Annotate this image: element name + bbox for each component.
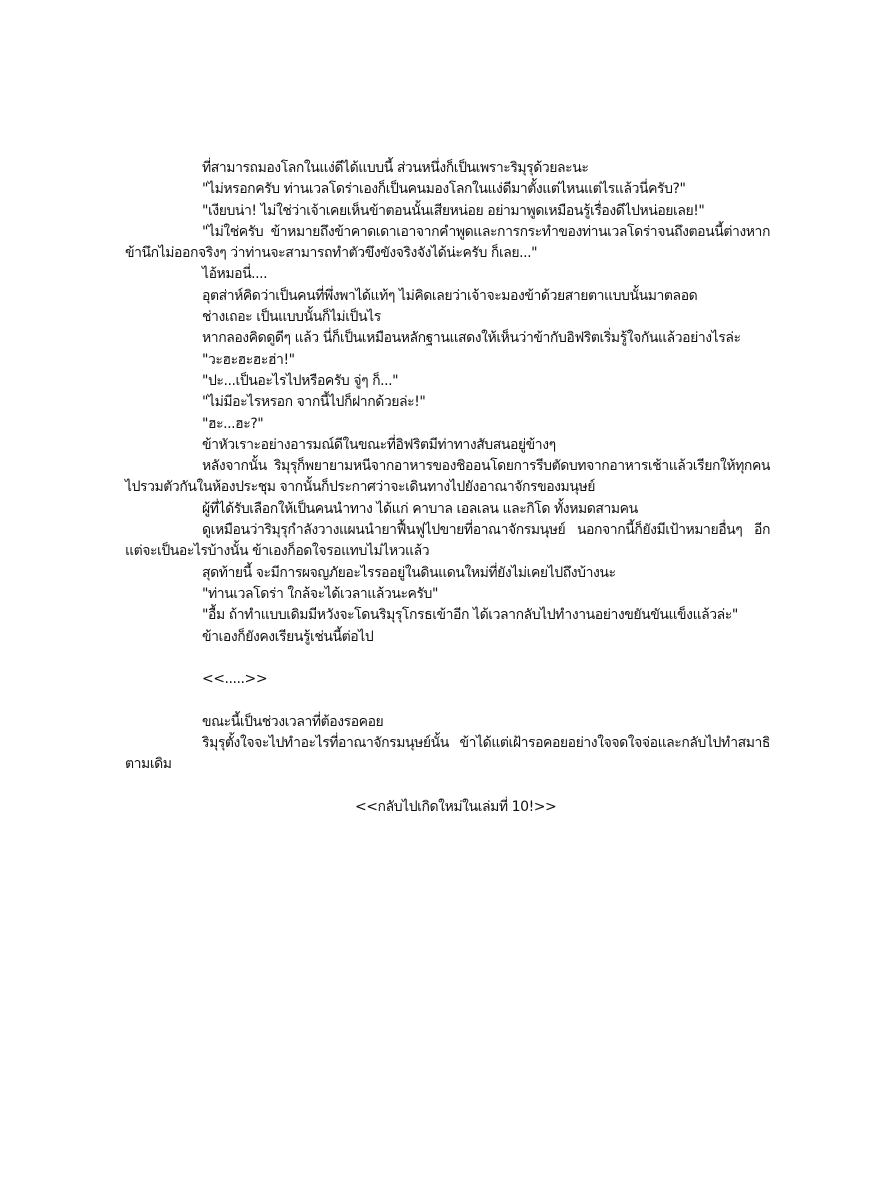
paragraph: ผู้ที่ได้รับเลือกให้เป็นคนนำทาง ได้แก่ คาบาล เอลเลน และกิโด ทั้งหมดสามคน [202, 500, 638, 517]
dialogue-line: "ปะ...เป็นอะไรไปหรือครับ จู่ๆ ก็..." [202, 372, 399, 389]
document-body [125, 158, 770, 818]
blank-line [125, 648, 770, 669]
dialogue-line: "ไม่หรอกครับ ท่านเวลโดร่าเองก็เป็นคนมองโลกในแง่ดีมาตั้งแต่ไหนแต่ไรแล้วนี่ครับ?" [202, 181, 686, 198]
dialogue-line: "ท่านเวลโดร่า ใกล้จะได้เวลาแล้วนะครับ" [202, 585, 438, 602]
paragraph: ช่างเถอะ เป็นแบบนั้นก็ไม่เป็นไร [202, 309, 381, 326]
paragraph: ข้าหัวเราะอย่างอารมณ์ดีในขณะที่อิฟริตมีท่าทางสับสนอยู่ข้างๆ [202, 436, 556, 453]
dialogue-line: "ไม่มีอะไรหรอก จากนี้ไปก็ฝากด้วยล่ะ!" [202, 394, 426, 411]
paragraph: สุดท้ายนี้ จะมีการผจญภัยอะไรรออยู่ในดินแดนใหม่ที่ยังไม่เคยไปถึงบ้างนะ [202, 564, 616, 581]
blank-line [125, 690, 770, 711]
dialogue-line: "ฮะ...ฮะ?" [202, 415, 264, 432]
dialogue-line: "เงียบน่า! ไม่ใช่ว่าเจ้าเคยเห็นข้าตอนนั้นเสียหน่อย อย่ามาพูดเหมือนรู้เรื่องดีไปหน่อยเลย!" [202, 202, 705, 219]
chapter-footer: <<กลับไปเกิดใหม่ในเล่มที่ 10!>> [355, 798, 557, 815]
closing-paragraph: ขณะนี้เป็นช่วงเวลาที่ต้องรอคอย [202, 713, 384, 730]
paragraph: ดูเหมือนว่าริมุรุกำลังวางแผนนำยาฟื้นฟูไปขายที่อาณาจักรมนุษย์ นอกจากนี้ก็ยังมีเป้าหมายอื่นๆ อีก แต่จะเป็นอะไรบ้างนั้น ข้าเองก็อดใจรอแทบไม่ไหวแล้ว [125, 522, 770, 560]
section-separator: <<.....>> [202, 671, 268, 688]
paragraph: หลังจากนั้น ริมุรุก็พยายามหนีจากอาหารของชิออนโดยการรีบตัดบทจากอาหารเช้าแล้วเรียกให้ทุกคนไปรวมตัวกันในห้องประชุม จากนั้นก็ประกาศว่าจะเดินทางไปยังอาณาจักรของมนุษย์ [125, 458, 770, 496]
paragraph: ที่สามารถมองโลกในแง่ดีได้แบบนี้ ส่วนหนึ่งก็เป็นเพราะริมุรุด้วยละนะ [202, 160, 589, 176]
blank-line [125, 776, 770, 797]
closing-paragraph: ริมุรุตั้งใจจะไปทำอะไรที่อาณาจักรมนุษย์นั้น ข้าได้แต่เฝ้ารอคอยอย่างใจจดใจจ่อและกลับไปทำสมาธิตามเดิม [125, 735, 770, 773]
paragraph: ไอ้หมอนี่.... [202, 266, 268, 283]
dialogue-line: "ไม่ใช่ครับ ข้าหมายถึงข้าคาดเดาเอาจากคำพูดและการกระทำของท่านเวลโดร่าจนถึงตอนนี้ต่างหาก ข้านึกไม่ออกจริงๆ ว่าท่านจะสามารถทำตัวขึงขังจริงจังได้น่ะครับ ก็เลย..." [125, 223, 770, 262]
dialogue-line: "อื้ม ถ้าทำแบบเดิมมีหวังจะโดนริมุรุโกรธเข้าอีก ได้เวลากลับไปทำงานอย่างขยันขันแข็งแล้วล่ะ" [202, 607, 738, 624]
paragraph: ข้าเองก็ยังคงเรียนรู้เช่นนี้ต่อไป [202, 628, 374, 645]
paragraph: หากลองคิดดูดีๆ แล้ว นี่ก็เป็นเหมือนหลักฐานแสดงให้เห็นว่าข้ากับอิฟริตเริ่มรู้ใจกันแล้วอย่างไรล่ะ [202, 330, 741, 347]
dialogue-line: "วะฮะฮะฮะฮ่า!" [202, 351, 295, 368]
paragraph: อุตส่าห์คิดว่าเป็นคนที่พึ่งพาได้แท้ๆ ไม่คิดเลยว่าเจ้าจะมองข้าด้วยสายตาแบบนั้นมาตลอด [202, 287, 698, 304]
